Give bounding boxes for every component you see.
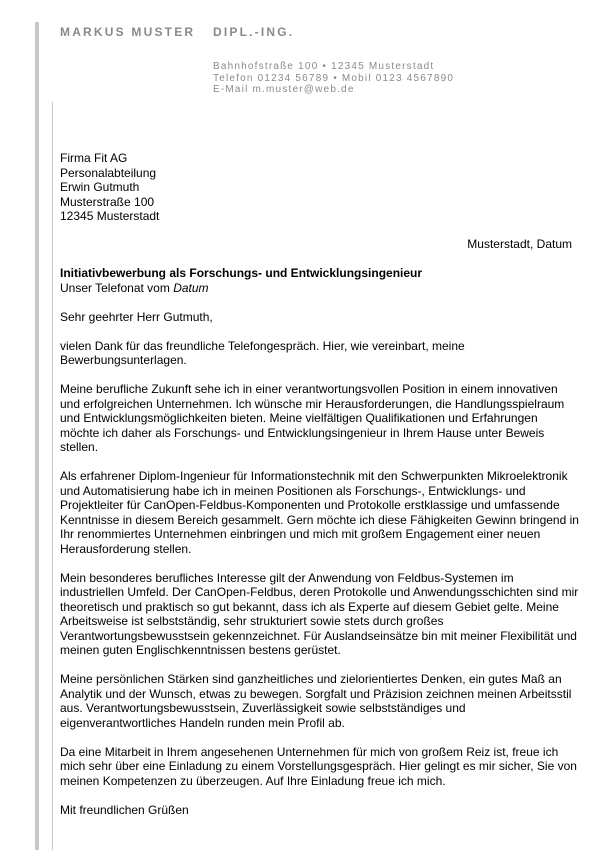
paragraph-strengths: Meine persönlichen Stärken sind ganzheitliches und zielorientiertes Denken, ein gutes Maß an Analytik und der Wunsch, etwas zu bewegen. Sorgfalt und Präzision zeichnen meinen Arbeitsstil aus. Verantwortungsbewusstsein, Zuverlässigkeit sowie selbstständiges und eigenverantwortliches Handeln runden mein Profil ab. — [60, 672, 572, 730]
sender-address: Bahnhofstraße 100 • 12345 Musterstadt — [213, 61, 435, 72]
reference-line — [60, 281, 580, 296]
subject-line: Initiativbewerbung als Forschungs- und Entwicklungsingenieur — [60, 266, 423, 280]
sender-name: MARKUS MUSTER — [60, 25, 196, 39]
recipient-company: Firma Fit AG — [60, 151, 128, 165]
letter-body — [60, 266, 580, 832]
paragraph-experience: Als erfahrener Diplom-Ingenieur für Informationstechnik mit den Schwerpunkten Mikroelektronik und Automatisierung habe ich in meinen Positionen als Forschungs-, Entwicklungs- und Projektleiter für CanOpen-Feldbus-Komponenten und Protokolle erstklassige und umfassende Kenntnisse in diesem Bereich gesammelt. Gern möchte ich diese Fähigkeiten Gewinn bringend in Ihr renommiertes Unternehmen einbringen und mich mit großem Engagement einer neuen Herausforderung stellen. — [60, 469, 579, 556]
sender-title: DIPL.-ING. — [213, 25, 295, 39]
recipient-city: 12345 Musterstadt — [60, 209, 160, 223]
reference-prefix: Unser Telefonat vom — [60, 280, 170, 295]
paragraph-future: Meine berufliche Zukunft sehe ich in einer verantwortungsvollen Position in einem innovativen und erfolgreichen Unternehmen. Ich wünsche mir Herausforderungen, die Handlungsspielraum und Entwicklungsmöglichkeiten bieten. Meine vielfältigen Qualifikationen und Erfahrungen möchte ich daher als Forschungs- und Entwicklungsingenieur in Ihrem Hause unter Beweis stellen. — [60, 382, 565, 454]
recipient-department: Personalabteilung — [60, 165, 157, 180]
recipient-street: Musterstraße 100 — [60, 194, 155, 209]
salutation: Sehr geehrter Herr Gutmuth, — [60, 309, 213, 324]
sender-contact — [213, 61, 454, 96]
closing: Mit freundlichen Grüßen — [60, 802, 189, 817]
paragraph-interest: Mein besonderes berufliches Interesse gilt der Anwendung von Feldbus-Systemen im industriellen Umfeld. Der CanOpen-Feldbus, deren Protokolle und Anwendungsschichten sind mir theoretisch und praktisch so gut bekannt, dass ich als Experte auf diesem Gebiet gelte. Meine Arbeitsweise ist selbstständig, sehr strukturiert sowie stets durch großes Verantwortungsbewusstsein gekennzeichnet. Für Auslandseinsätze bin mit meiner Flexibilität und meinen guten Englischkenntnissen bestens gerüstet. — [60, 570, 579, 657]
date-line: Musterstadt, Datum — [467, 237, 572, 251]
sender-phone: Telefon 01234 56789 • Mobil 0123 4567890 — [213, 72, 455, 84]
recipient-person: Erwin Gutmuth — [60, 180, 140, 194]
paragraph-thanks: vielen Dank für das freundliche Telefongespräch. Hier, wie vereinbart, meine Bewerbungsunterlagen. — [60, 338, 465, 367]
paragraph-invitation: Da eine Mitarbeit in Ihrem angesehenen Unternehmen für mich von großem Reiz ist, freue ich mich sehr über eine Einladung zu einem Vorstellungsgespräch. Hier gelingt es mir sicher, Sie von meinen Kompetenzen zu überzeugen. Auf Ihre Einladung freue ich mich. — [60, 744, 577, 788]
inner-margin-line — [52, 102, 53, 850]
recipient-address — [60, 151, 159, 224]
sender-email: E-Mail m.muster@web.de — [213, 84, 355, 95]
left-margin-bar — [35, 22, 39, 850]
reference-date: Datum — [173, 280, 209, 295]
